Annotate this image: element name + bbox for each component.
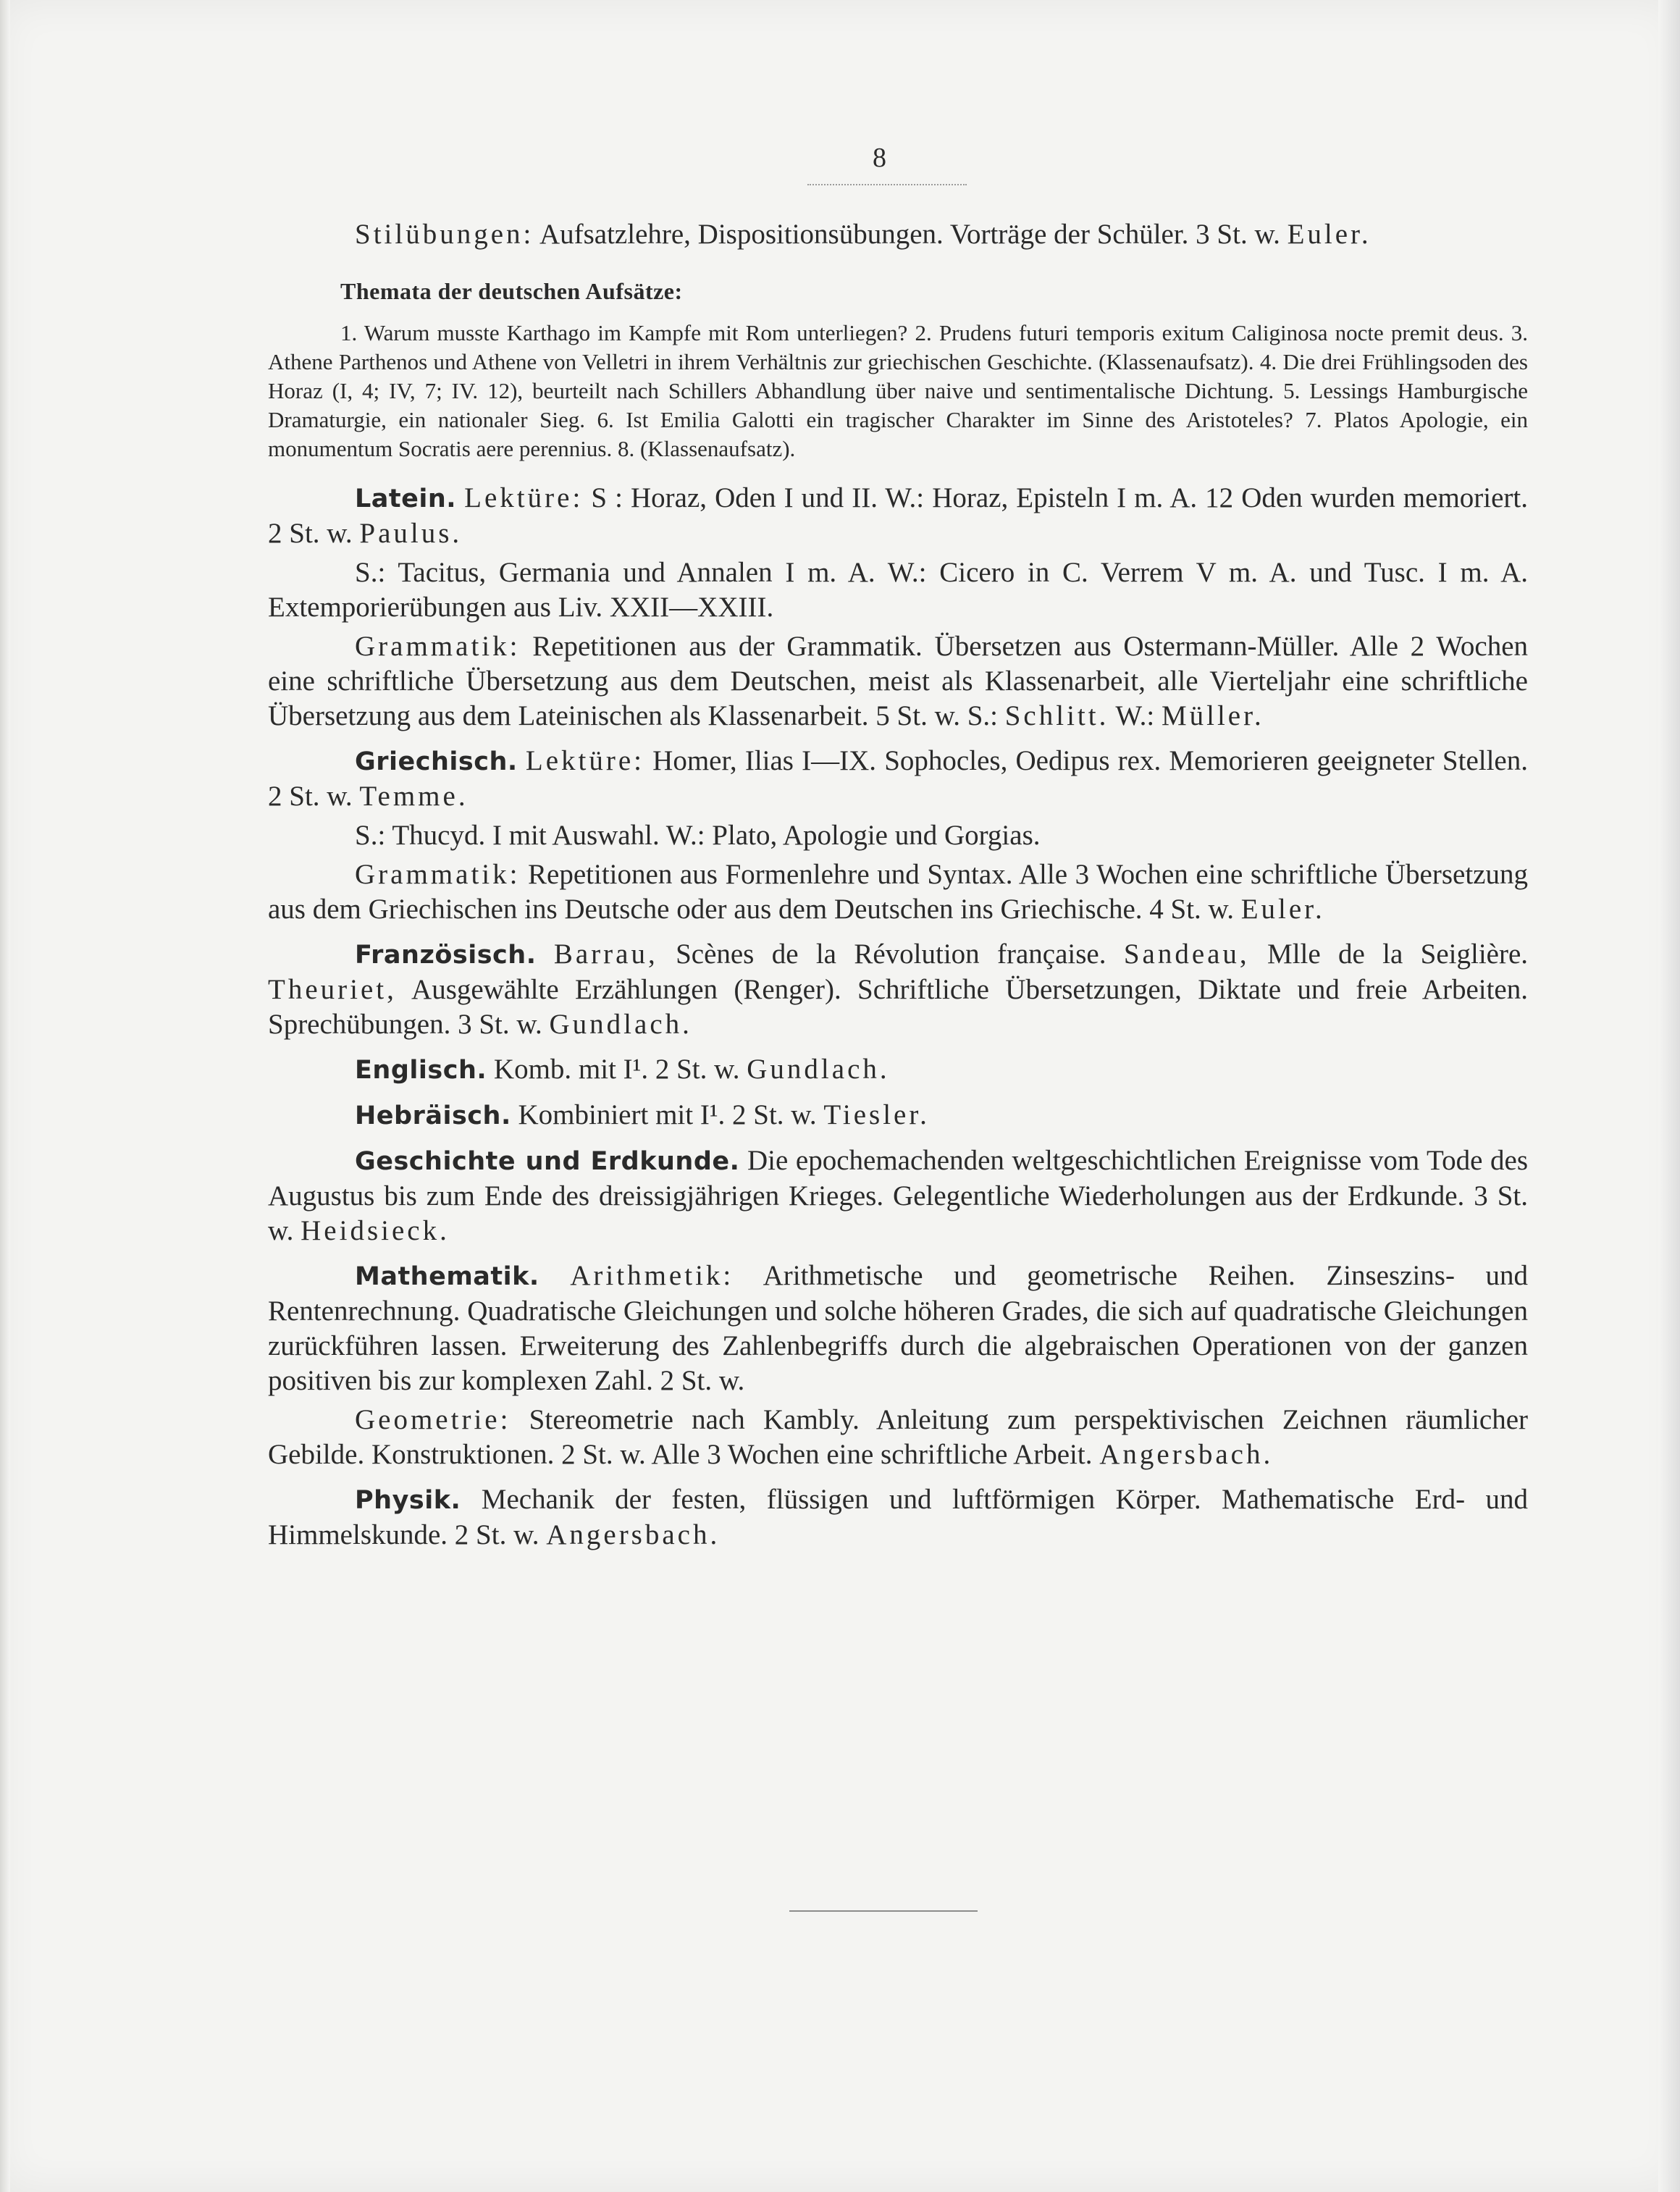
latein-lektuere-label: Lektüre: — [464, 482, 584, 513]
franzoesisch-heading: Französisch. — [355, 941, 537, 970]
page-number: 8 — [873, 143, 886, 173]
mathematik-arithmetik — [268, 1259, 1528, 1398]
franzoesisch-text-2: Mlle de la Seiglière. — [1267, 938, 1529, 970]
griechisch-lektuere — [268, 744, 1528, 814]
body-text — [268, 217, 1528, 1557]
franzoesisch-author-2: Sandeau, — [1123, 938, 1250, 970]
physik-text: Mechanik der festen, flüssigen und luftförmigen Körper. Mathematische Erd- und Himmelskunde. 2 St. w. — [268, 1484, 1529, 1550]
griechisch-grammatik-text: Repetitionen aus Formenlehre und Syntax. Alle 3 Wochen eine schriftliche Übersetzung aus dem Griechischen ins Deutsche oder aus dem Deutschen ins Griechische. 4 St. w. — [268, 859, 1528, 925]
latein-grammatik — [268, 629, 1528, 734]
hebraeisch-teacher: Tiesler. — [823, 1099, 930, 1130]
hebraeisch-text: Kombiniert mit I¹. 2 St. w. — [518, 1099, 817, 1130]
geschichte-heading: Geschichte und Erdkunde. — [355, 1147, 740, 1176]
page-edge-right — [1658, 0, 1680, 2192]
stiluebungen-label: Stilübungen: — [355, 219, 534, 250]
englisch-heading: Englisch. — [355, 1056, 487, 1085]
latein-lektuere-text: S : Horaz, Oden I und II. W.: Horaz, Episteln I m. A. 12 Oden wurden memoriert. 2 St. w. — [268, 482, 1528, 549]
franzoesisch-author-1: Barrau, — [553, 938, 658, 970]
mathematik-geometrie-label: Geometrie: — [355, 1404, 511, 1435]
end-rule — [789, 1910, 978, 1912]
latein-grammatik-teacher-s: Schlitt. — [1004, 700, 1109, 731]
physik-teacher: Angersbach. — [546, 1519, 721, 1550]
geschichte-teacher: Heidsieck. — [301, 1215, 450, 1246]
physik-heading: Physik. — [355, 1486, 461, 1515]
griechisch-lektuere-label: Lektüre: — [525, 745, 644, 776]
themata-list: 1. Warum musste Karthago im Kampfe mit Rom unterliegen? 2. Prudens futuri temporis exitum Caliginosa nocte premit deus. 3. Athene Parthenos und Athene von Velletri in ihrem Verhältnis zur griechischen Geschichte. (Klassenaufsatz). 4. Die drei Frühlingsoden des Horaz (I, 4; IV, 7; IV. 12), beurteilt nach Schillers Abhandlung über naive und sentimentalische Dichtung. 5. Lessings Hamburgische Dramaturgie, ein nationaler Sieg. 6. Ist Emilia Galotti ein tragischer Charakter im Sinne des Aristoteles? 7. Platos Apologie, ein monumentum Socratis aere perennius. 8. (Klassenaufsatz). — [268, 320, 1528, 461]
stiluebungen-paragraph — [268, 217, 1528, 252]
latein-lektuere — [268, 481, 1528, 551]
mathematik-arithmetik-label: Arithmetik: — [570, 1260, 734, 1291]
griechisch-thucyd: S.: Thucyd. I mit Auswahl. W.: Plato, Apologie und Gorgias. — [355, 820, 1041, 851]
stiluebungen-text: Aufsatzlehre, Dispositionsübungen. Vorträge der Schüler. 3 St. w. — [539, 219, 1280, 250]
hebraeisch-heading: Hebräisch. — [355, 1101, 511, 1130]
franzoesisch-paragraph — [268, 937, 1528, 1042]
franzoesisch-author-3: Theuriet, — [268, 974, 397, 1005]
latein-grammatik-teacher-w: Müller. — [1161, 700, 1264, 731]
griechisch-grammatik — [268, 857, 1528, 927]
latein-lektuere-teacher: Paulus. — [359, 518, 463, 549]
mathematik-teacher: Angersbach. — [1099, 1439, 1274, 1470]
geschichte-text: Die epochemachenden weltgeschichtlichen Ereignisse vom Tode des Augustus bis zum Ende des dreissigjährigen Krieges. Gelegentliche Wiederholungen aus der Erdkunde. 3 St. w. — [268, 1145, 1528, 1246]
griechisch-grammatik-label: Grammatik: — [355, 859, 521, 890]
franzoesisch-text-1: Scènes de la Révolution française. — [676, 938, 1106, 970]
physik-paragraph — [268, 1482, 1528, 1553]
latein-heading: Latein. — [355, 484, 457, 513]
themata-heading: Themata der deutschen Aufsätze: — [340, 278, 683, 304]
page-edge-left — [0, 0, 10, 2192]
englisch-teacher: Gundlach. — [747, 1054, 890, 1085]
stiluebungen-teacher: Euler. — [1287, 219, 1372, 250]
griechisch-heading: Griechisch. — [355, 747, 518, 776]
franzoesisch-text-3: Ausgewählte Erzählungen (Renger). Schriftliche Übersetzungen, Diktate und freie Arbeiten. Sprechübungen. 3 St. w. — [268, 974, 1528, 1040]
griechisch-grammatik-teacher: Euler. — [1240, 894, 1325, 925]
geschichte-paragraph — [268, 1143, 1528, 1248]
mathematik-heading: Mathematik. — [355, 1262, 539, 1291]
latein-grammatik-text: Repetitionen aus der Grammatik. Übersetzen aus Ostermann-Müller. Alle 2 Wochen eine schriftliche Übersetzung aus dem Deutschen, meist als Klassenarbeit, alle Vierteljahr eine schriftliche Übersetzung aus dem Lateinischen als Klassenarbeit. 5 St. w. S.: — [268, 631, 1528, 731]
mathematik-geometrie — [268, 1403, 1528, 1472]
latein-grammatik-label: Grammatik: — [355, 631, 521, 662]
latein-tacitus: S.: Tacitus, Germania und Annalen I m. A. W.: Cicero in C. Verrem V m. A. und Tusc. I m. A. Extemporierübungen aus Liv. XXII—XXIII. — [268, 557, 1528, 623]
englisch-text: Komb. mit I¹. 2 St. w. — [493, 1054, 740, 1085]
hebraeisch-paragraph — [268, 1098, 1528, 1133]
page-number-rule — [807, 184, 967, 185]
mathematik-geometrie-text: Stereometrie nach Kambly. Anleitung zum perspektivischen Zeichnen räumlicher Gebilde. Konstruktionen. 2 St. w. Alle 3 Wochen eine schriftliche Arbeit. — [268, 1404, 1529, 1470]
latein-grammatik-w: W.: — [1115, 700, 1155, 731]
englisch-paragraph — [268, 1052, 1528, 1088]
griechisch-lektuere-teacher: Temme. — [359, 781, 469, 812]
franzoesisch-teacher: Gundlach. — [549, 1009, 692, 1040]
mathematik-arithmetik-text: Arithmetische und geometrische Reihen. Zinseszins- und Rentenrechnung. Quadratische Gleichungen und solche höheren Grades, die sich auf quadratische Gleichungen zurückführen lassen. Erweiterung des Zahlenbegriffs durch die algebraischen Operationen von der ganzen positiven bis zur komplexen Zahl. 2 St. w. — [268, 1260, 1528, 1396]
griechisch-lektuere-text: Homer, Ilias I—IX. Sophocles, Oedipus rex. Memorieren geeigneter Stellen. 2 St. w. — [268, 745, 1528, 812]
